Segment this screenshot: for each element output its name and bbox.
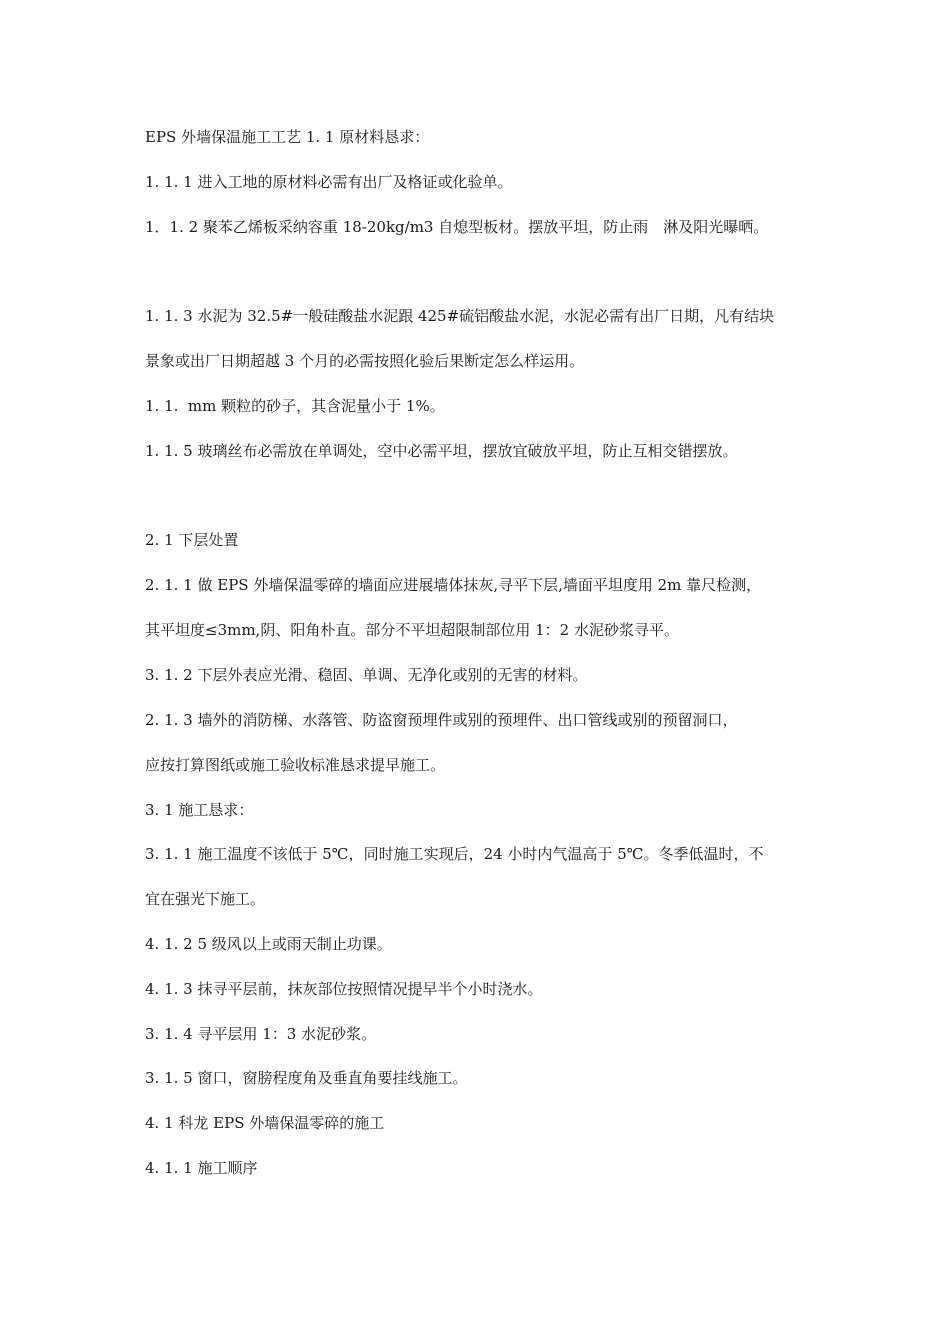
text-line: 1. 1. mm 颗粒的砂子，其含泥量小于 1%。	[145, 397, 445, 415]
text-line: 应按打算图纸或施工验收标准恳求提早施工。	[145, 756, 446, 774]
text-line: 其平坦度≤3mm,阴、阳角朴直。部分不平坦超限制部位用 1：2 水泥砂浆寻平。	[145, 621, 679, 639]
text-line: 宜在强光下施工。	[145, 890, 266, 908]
text-line: 1．1. 2 聚苯乙烯板采纳容重 18-20kg/m3 自熄型板材。摆放平坦，防止雨 淋及阳光曝晒。	[145, 218, 769, 236]
section-heading: 2. 1 下层处置	[145, 531, 239, 549]
text-line: 4. 1. 1 施工顺序	[145, 1159, 258, 1177]
text-line: 4. 1. 3 抹寻平层前，抹灰部位按照情况提早半个小时浇水。	[145, 980, 543, 998]
text-line: 1. 1. 3 水泥为 32.5#一般硅酸盐水泥跟 425#硫铝酸盐水泥，水泥必需有出厂日期，凡有结块	[145, 307, 775, 325]
text-line: 2. 1. 3 墙外的消防梯、水落管、防盗窗预埋件或别的预埋件、出口管线或别的预留洞口，	[145, 711, 738, 729]
text-line: 3. 1. 1 施工温度不该低于 5℃，同时施工实现后，24 小时内气温高于 5℃。冬季低温时，不	[145, 845, 764, 863]
section-heading: 3. 1 施工恳求：	[145, 801, 254, 819]
section-heading: 4. 1 科龙 EPS 外墙保温零碎的施工	[145, 1114, 385, 1132]
text-line: 3. 1. 2 下层外表应光滑、稳固、单调、无净化或别的无害的材料。	[145, 666, 588, 684]
text-line: 2. 1. 1 做 EPS 外墙保温零碎的墙面应进展墙体抹灰,寻平下层,墙面平坦度用 2m 靠尺检测，	[145, 576, 762, 594]
text-line: 3. 1. 5 窗口，窗膀程度角及垂直角要挂线施工。	[145, 1069, 468, 1087]
text-line: 3. 1. 4 寻平层用 1：3 水泥砂浆。	[145, 1025, 377, 1043]
text-line: 4. 1. 2 5 级风以上或雨天制止功课。	[145, 935, 392, 953]
text-line: 1. 1. 5 玻璃丝布必需放在单调处，空中必需平坦，摆放宜破放平坦，防止互相交错摆放。	[145, 442, 738, 460]
text-line: 1. 1. 1 进入工地的原材料必需有出厂及格证或化验单。	[145, 173, 513, 191]
text-line: EPS 外墙保温施工工艺 1. 1 原材料恳求：	[145, 128, 430, 146]
text-line: 景象或出厂日期超越 3 个月的必需按照化验后果断定怎么样运用。	[145, 352, 585, 370]
